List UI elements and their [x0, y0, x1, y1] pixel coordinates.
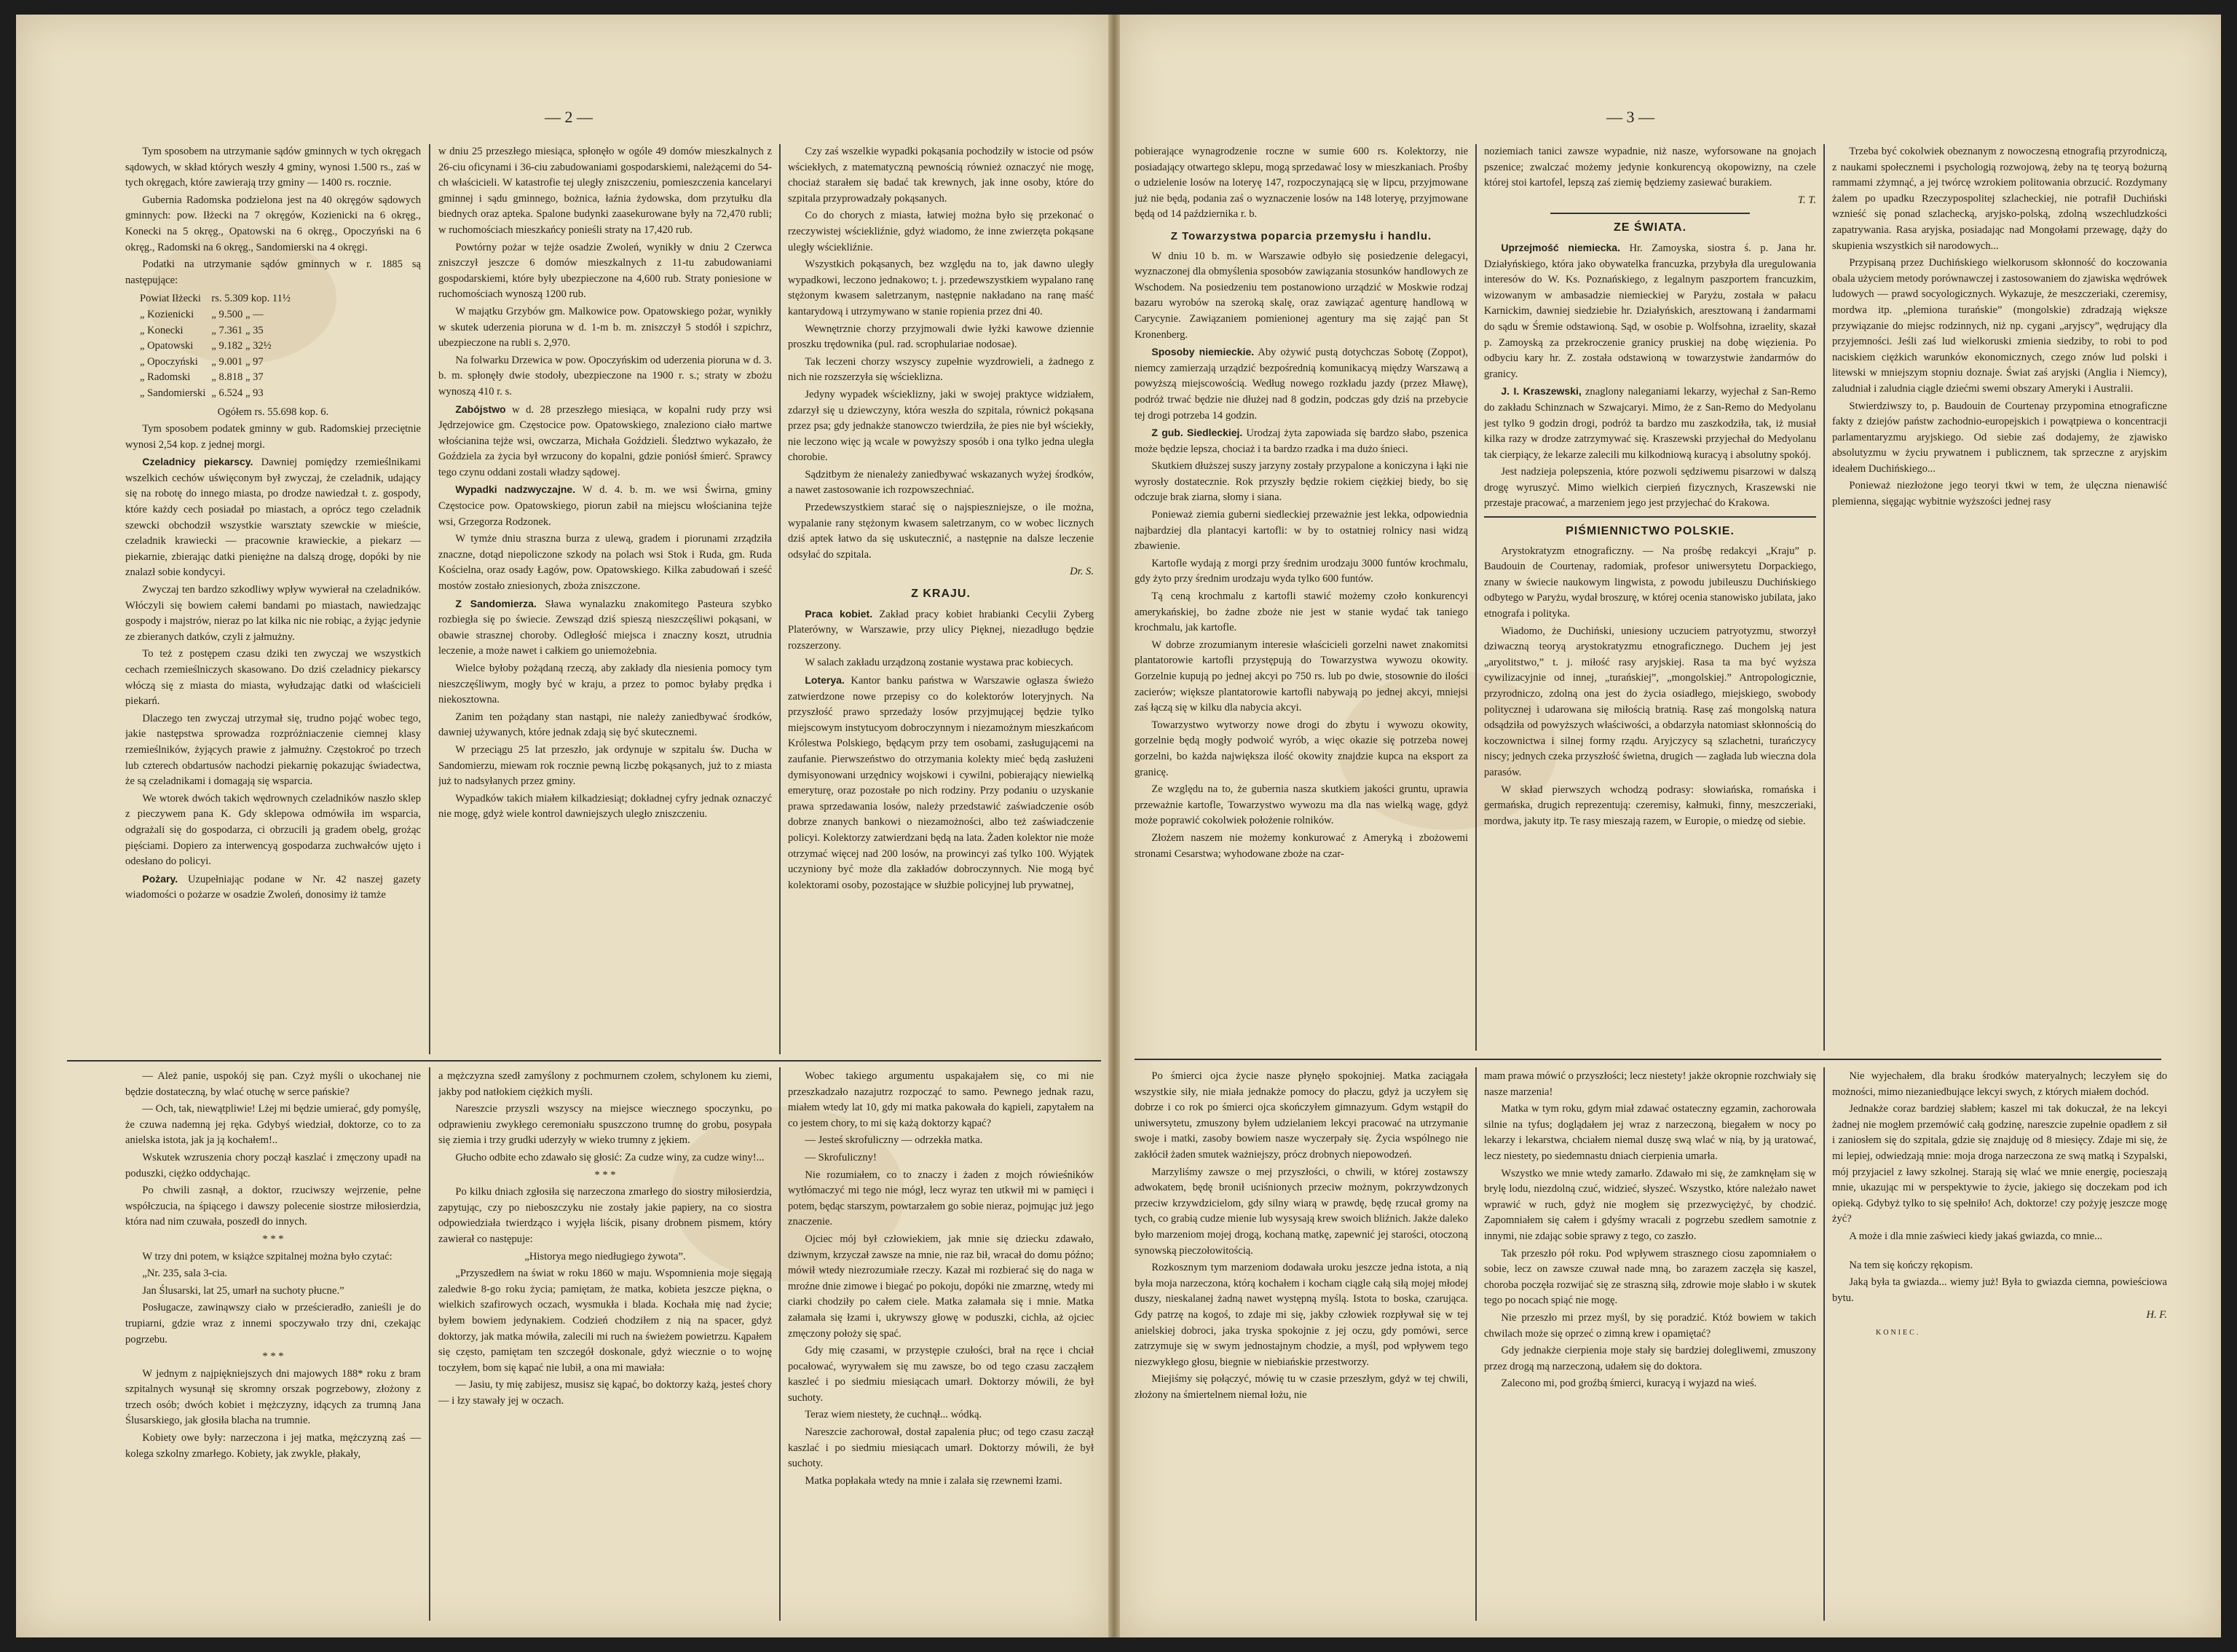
paragraph: a mężczyzna szedł zamyślony z pochmurnem czołem, schylonem ku ziemi, jakby pod natłokiem ciężkich myśli.: [438, 1070, 772, 1098]
divider: [1550, 213, 1750, 214]
paragraph: noziemiach tanici zawsze wypadnie, niż nasze, wyforsowane na gnojach pszenice; zwalczać możemy jedynie konkurencyą okopowizny, na czele której stoi kartofel, lepszą zaś ziemię będziemy zasiewać burakiem.: [1484, 146, 1816, 189]
paragraph: Wskutek wzruszenia chory począł kaszlać i zmęczony upadł na poduszki, ciężko oddychając.: [125, 1151, 421, 1179]
paragraph: Ze względu na to, że gubernia nasza skutkiem jakości gruntu, uprawia przeważnie kartofle, Towarzystwo wywozu ma dla nas wielką wagę, gdyż może poprawić cokolwiek położenie rolników.: [1135, 783, 1468, 827]
feuilleton-column-3: [1832, 1069, 2167, 1622]
paragraph: Po śmierci ojca życie nasze płynęło spokojniej. Matka zaciągała wszystkie siły, nie miała jednakże pomocy do płaczu, gdyż ja uczyłem się dobrze i co rok po śmierci ojca skończyłem gimnazyum. Gdym wstąpił do uniwersytetu, zmuszony byłem udzielaniem lekcyi pracować na utrzymanie swoje i matki, zasoby bowiem nasze wyczerpały się. Życia wspólnego nie zakłócił żaden smutek ważniejszy, prócz drobnych niepowodzeń.: [1135, 1070, 1468, 1161]
paragraph: Podatki na utrzymanie sądów gminnych w r. 1885 są następujące:: [125, 258, 421, 286]
section-heading: J. I. Kraszewski,: [1501, 385, 1582, 398]
paragraph: Marzyliśmy zawsze o mej przyszłości, o chwili, w której zostawszy adwokatem, będę bronił uciśnionych przeciw możnym, pokrzywdzonych przeciw krzywdzicielom, gdy silny wiarą w prawdę, będę rzucał gromy na tych, co grabią cudze mienie lub wysysają krew swoich bliźnich. Jakże daleko było marzeniom mojej drogą, kochaną matkę, zapewnić jej starości, otoczoną synowską pieczołowitością.: [1135, 1166, 1468, 1257]
signature: Dr. S.: [1070, 566, 1094, 578]
column-1: [125, 144, 421, 1054]
paragraph: „Przyszedłem na świat w roku 1860 w maju. Wspomnienia moje sięgają zaledwie 8-go roku życia; pamiętam, że matka, kobieta jeszcze piękna, o wielkich szafirowych oczach, wysmukła i blada. Kochała mię nad życie; byłem bowiem jedynakiem. Codzień chodziłem z nią na spacer, gdyż doktorzy, jak matka mówiła, zalecili mi ruch na świeżem powietrzu. Kąpałem się często, pamiętam ten szczegół doskonale, gdyż wiecznie o to wojnę toczyłem, bom się kąpać nie lubił, a ona mi mawiała:: [438, 1268, 772, 1374]
paragraph-text: Uzupełniając podane w Nr. 42 naszej gazety wiadomości o pożarze w osadzie Zwoleń, donosimy iż tamże: [125, 873, 421, 901]
section-heading: Z gub. Siedleckiej.: [1151, 427, 1243, 439]
feuilleton-column-1: [1135, 1069, 1468, 1622]
paragraph: Wszystko we mnie wtedy zamarło. Zdawało mi się, że zamknęłam się w brylę lodu, niezdolną czuć, widzieć, słyszeć. Wszystko, które należało nawet wprawić w ruch, gdyż nie mogłem się przezwyciężyć, by chodzić. Zapomniałem się całem i gdyśmy wracali z pogrzebu szedłem samotnie z innymi, nie zdając sobie sprawy z tego, co zaszło.: [1484, 1167, 1816, 1242]
section-heading: Z Sandomierza.: [455, 597, 537, 609]
paragraph-text: Urodzaj żyta zapowiada się bardzo słabo, pszenica może będzie lepsza, chociaż i ta bardzo rzadka i ma dużo śnieci.: [1135, 427, 1468, 455]
paragraph: Ojciec mój był człowiekiem, jak mnie się dziecku zdawało, dziwnym, krzyczał zawsze na mnie, nie raz bił, wracał do domu późno; mówił wtedy niezrozumiałe rzeczy. Kazał mi rozbierać się do nagа w mroźne dnie zimowe i biegać po pokoju, dopóki nie zmarznę, wtedy mi ciarki chodziły po całem ciele. Matka załamała się i mnie. Matka załamała się łzami i, ukrywszy głowę w poduszki, cichła, aż ojciec zmęczony położy się spać.: [788, 1233, 1094, 1340]
paragraph: Jan Ślusarski, lat 25, umarł na suchoty płucne.”: [142, 1284, 344, 1297]
section-heading: Loterya.: [805, 674, 845, 686]
feuilleton-column-3: [788, 1069, 1094, 1622]
paragraph: Nareszcie zachorował, dostał zapalenia płuc; od tego czasu zaczął kaszlać i po siedmiu miesiącach umarł. Doktorzy mówili, że był suchoty.: [788, 1426, 1094, 1470]
paragraph-text: znaglony naleganiami lekarzy, wyjechał z San-Remo do zakładu Schinznach w Szwajcaryi. Mimo, że z San-Remo do Medyolanu jest tylko 9 godzin drogi, podróż ta bardzo mu zaszkodziła, tak, iż musiał kilka razy w drodze zatrzymywać się. Kraszewski przyjechał do Medyolanu tak cierpiący, że lekarze zalecili mu kilkodniową kuracyą i absolutny spokój.: [1484, 386, 1816, 461]
table-cell: „ Opatowski: [140, 340, 194, 352]
column-rule: [429, 1067, 430, 1621]
paragraph: Zalecono mi, pod groźbą śmierci, kuracyą i wyjazd na wieś.: [1501, 1378, 1757, 1390]
paragraph: Zwyczaj ten bardzo szkodliwy wpływ wywierał na czeladników. Włóczyli się bowiem całemi bandami po miastach, nawiedzając gospody i majstrów, nieraz po lat kilka nic nie robiąc, a żyjąc jedynie ze zbieranych datków, czyli z jałmużny.: [125, 584, 421, 643]
table-cell: „ 9.001 „ 97: [211, 355, 264, 368]
column-rule: [779, 1067, 781, 1621]
table-cell: „ 6.524 „ 93: [211, 387, 264, 399]
paragraph: Tak przeszło pół roku. Pod wpływem strasznego ciosu zapomniałem o sobie, lecz on zawsze czuwał nade mną, bo zarazem zaczęła się kaszel, choroba poczęła rozwijać się ze straszną siłą, zdrowie moje słabło i w skutek tego po nocach spiąć nie mogę.: [1484, 1247, 1816, 1307]
paragraph-text: Sława wynalazku znakomitego Pasteura szybko rozbiegła się po świecie. Zewsząd dziś spieszą nieszczęśliwi pokąsani, w obawie strasznej choroby. Odległość miejsca i znaczny koszt, utrudnia leczenie, a może nawet i całkiem go uniemożebnia.: [438, 598, 772, 657]
column-3: [788, 144, 1094, 1054]
paragraph: Towarzystwo wytworzy nowe drogi do zbytu i wywozu okowity, gorzelnie będą mogły podwoić wyrób, a więc okazie się potrzeba nowej gorzelni, bo każda największa ilość okowity znajdzie kupca na eksport za granicę.: [1135, 719, 1468, 778]
paragraph: W dobrze zrozumianym interesie właścicieli gorzelni nawet znakomitsi plantatorowie kartofli przystępują do Towarzystwa wywozu okowity. Gorzelnie kupują po jednej akcyi po 750 rs. lub po dwie, stosownie do ilości zacierów; większe plantatorowie kartofli nabywają po jednej akcyi, mniejsi zaś łączą się w kilku dla nabycia akcyi.: [1135, 639, 1468, 714]
table-row: [140, 355, 296, 371]
paragraph: — Och, tak, niewątpliwie! Lżej mi będzie umierać, gdy pomyślę, że czuwa nademną jej ręka. Gdybyś wiedział, doktorze, co to za anielska istota, jak ja ją kochałem!..: [125, 1103, 421, 1147]
section-title: Z Towarzystwa poparcia przemysłu i handlu.: [1170, 229, 1432, 242]
feuilleton-column-2: [1484, 1069, 1816, 1622]
paragraph: Tak leczeni chorzy wszyscy zupełnie wyzdrowieli, a żadnego z nich nie rozszerzyła się wścieklizna.: [788, 355, 1094, 384]
table-row: [140, 323, 296, 339]
paragraph: w dniu 25 przeszłego miesiąca, spłonęło w ogóle 49 domów mieszkalnych z 26-ciu oficynami i 36-ciu zabudowaniami gospodarskiemi, należącemi do 54-ch właścicieli. W katastrofie tej uległy zniszczeniu, pomieszczenia kancelaryi gminnej i sądu gminnego, bożnica, łaźnia żydowska, dom przytułku dla biednych oraz apteka. Spalone budynki zaasekurowane były na 72,470 rubli; w ruchomościach mieszkańcy ponieśli straty na 17,420 rub.: [438, 146, 772, 236]
separator-stars: * * *: [262, 1351, 284, 1363]
separator-stars: * * *: [594, 1169, 616, 1181]
section-title: ZE ŚWIATA.: [1613, 221, 1687, 234]
paragraph: Tym sposobem podatek gminny w gub. Radomskiej przeciętnie wynosi 2,54 kop. z jednej morgi.: [125, 423, 421, 451]
paragraph: Wewnętrznie chorzy przyjmowali dwie łyżki kawowe dziennie proszku trędownika (pul. rad. scrophulariae nodosae).: [788, 323, 1094, 351]
table-cell: „ Konecki: [140, 324, 184, 336]
paragraph: Głucho odbite echo zdawało się głosić: Za cudze winy, za cudze winy!...: [455, 1151, 765, 1163]
paragraph: W przeciągu 25 lat przeszło, jak ordynuje w szpitalu św. Ducha w Sandomierzu, miewam rok rocznie pewną liczbę pokąsanych, już to z miasta już to nadsyłanych przez gminy.: [438, 743, 772, 788]
feuilleton-column-1: [125, 1069, 421, 1622]
paragraph: Wielce byłoby pożądaną rzeczą, aby zakłady dla niesienia pomocy tym nieszczęśliwym, mogły być w kraju, a przez to pomoc byłaby prędka i niekosztowna.: [438, 663, 772, 706]
paragraph: Jednakże coraz bardziej słabłem; kaszel mi tak dokuczał, że na lekcyi żadnej nie mogłem przemówić całą godzinę, nareszcie zupełnie opadłem z sił i zaniosłem się do szpitala, gdzie się znajduję od 8 miesięcy. Zdaje mi się, że mi lepiej, odwiedzają mnie: moja droga narzeczona ze swą matką i Szypalski, mój przyjaciel z ławy szkolnej. Starają się wlać we mnie energię, pocieszają mnie, ukazując mi w perspektywie to życie, jakiego się doczekam pod ich opieką. Gdybyż tylko to się spełniło! Ach, doktorze! czy pożyję jeszcze mogę żyć?: [1832, 1103, 2167, 1225]
table-cell: „ 9.500 „ —: [211, 308, 264, 320]
paragraph: Arystokratyzm etnograficzny. — Na prośbę redakcyi „Kraju” p. Baudouin de Courtenay, radomiak, profesor uniwersytetu Dorpackiego, znany w świecie naukowym lingwista, z powodu jubileuszu Duchińskiego odbytego w Paryżu, wydał broszurę, w której ocenia stanowisko jubilata, jako etnografa i polityka.: [1484, 545, 1816, 620]
paragraph: Jaką była ta gwiazda... wiemy już! Była to gwiazda ciemna, powieściowa bytu.: [1832, 1276, 2167, 1304]
paragraph: Jest nadzieja polepszenia, które pozwoli sędziwemu pisarzowi w dalszą drogę wyruszyć. Mimo wielkich cierpień fizycznych, Kraszewski nie przestaje pracować, a marzeniem jego jest przyjechać do Krakowa.: [1484, 466, 1816, 510]
paragraph: Kartofle wydają z morgi przy średnim urodzaju 3000 funtów krochmalu, gdy żyto przy średnim urodzaju wyda tylko 600 funtów.: [1135, 557, 1468, 585]
page-number: — 2 —: [545, 108, 593, 126]
column-1: [1135, 144, 1468, 1051]
paragraph: Posługacze, zawinąwszy ciało w prześcieradło, zanieśli je do trupiarni, gdzie wraz z innemi spoczywało trzy dni, czekając pogrzebu.: [125, 1302, 421, 1345]
paragraph: Ponieważ ziemia guberni siedleckiej przeważnie jest lekka, odpowiednia najbardziej dla plantacyi kartofli: w by to ostatniej rolnicy nasi widzą zbawienie.: [1135, 509, 1468, 553]
paragraph: Po kilku dniach zgłosiła się narzeczona zmarłego do siostry miłosierdzia, zapytując, czy po nieboszczyku nie zostały jakie papiery, na co siostra odpowiedziała twierdząco i wyjęła liścik, pisany drobnem pismem, który zawierał co następuje:: [438, 1186, 772, 1245]
section-heading: Uprzejmość niemiecka.: [1501, 241, 1620, 253]
paragraph: W salach zakładu urządzoną zostanie wystawa prac kobiecych.: [805, 657, 1073, 669]
paragraph: Wobec takiego argumentu uspakajałem się, co mi nie przeszkadzało nazajutrz rozpocząć to samo. Pewnego jednak razu, miałem wtedy lat 10, gdy mi matka pakowała do kąpieli, zapytałem na co jestem chory, to mi się każą doktorzy kąpać?: [788, 1070, 1094, 1129]
paragraph: Wszystkich pokąsanych, bez względu na to, jak dawno uległy wypadkowi, leczono jednakowo; t. j. przedewszystkiem wypalano ranę stężonym kwasem saletrzanym, następnie nakładano na ranę maść kantarydową i utrzymywano w stanie ropienia przez dni 40.: [788, 258, 1094, 317]
table-row: [140, 339, 296, 355]
column-rule: [779, 144, 781, 1054]
tax-total: Ogółem rs. 55.698 kop. 6.: [217, 406, 329, 418]
column-2: [438, 144, 772, 1054]
paragraph: Jedyny wypadek wścieklizny, jaki w swojej praktyce widziałem, zdarzył się u dziewczyny, która weszła do szpitala, równicż pokąsana przez psa; gdy jednakże stanowczo twierdziła, że pies nie był wściekły, nie leczono więc ją wcale w powyższy sposób i ona tylko jedna uległa chorobie.: [788, 388, 1094, 464]
paragraph: Na folwarku Drzewica w pow. Opoczyńskim od uderzenia pioruna w d. 3. b. m. spłonęły dwie stodoły, ubezpieczone na 1900 r. s.; straty w zbożu wynoszą 410 r. s.: [438, 354, 772, 398]
book-gutter: [1108, 15, 1120, 1637]
paragraph: Matka w tym roku, gdym miał zdawać ostateczny egzamin, zachorowała silnie na tyfus; doglądałem jej wraz z narzeczoną, biegałem w nocy po lekarzy i lekarstwa, chciałem niemal duszę swą wlać w nią, by ją uratować, lecz niestety, po siedemnastu dniach cierpienia umarła.: [1484, 1103, 1816, 1162]
paragraph: Nie rozumiałem, co to znaczy i żaden z mojch rówieśników wytłómaczyć mi tego nie mógł, lecz wyraz ten utkwił mi w pamięci i potem, będąc starszym, powtarzałem go sobie nieraz, pojmując już jego znaczenie.: [788, 1169, 1094, 1228]
page-number: — 3 —: [1606, 108, 1654, 126]
paragraph: „Nr. 235, sala 3-cia.: [142, 1268, 228, 1280]
table-cell: „ Sandomierski: [140, 387, 206, 399]
paragraph: Stwierdziwszy to, p. Baudouin de Courtenay przypomina etnograficzne fakty z dziejów państw zachodnio-europejskich i powątpiewa o koncentracji parlamentaryzmu aryjskiego. Od siebie zaś dodajemy, że zjawisko absolutyzmu w życiu prywatnem i publicznem, tak sprzeczne z aryjskim ideałem Duchińskiego...: [1832, 400, 2167, 475]
paragraph: Nie przeszło mi przez myśl, by się poradzić. Któż bowiem w takich chwilach może się oprzeć o zimną krew i opamiętać?: [1484, 1311, 1816, 1340]
table-row: [140, 386, 296, 402]
end-mark: KONIEC.: [1876, 1328, 1921, 1337]
signature: H. F.: [2146, 1309, 2167, 1321]
paragraph: Rozkosznym tym marzeniom dodawała uroku jeszcze jedna istota, a nią była moja narzeczona, którą kochałem i kocham ciągle całą siłą mojej młodej duszy, nieskalanej żadną nawet występną myślą. Istota to boska, czarująca. Gdy patrzę na kogoś, to zdaje mi się, jakby człowiek rozpływał się w tej anielskiej dobroci, jaka tryska spokojnie z jej oczu, gdy pomówi, serce zatrzymuje się w swym jednostajnym chodzie, a myśl, pod wpływem tego niezwykłego głosu, biegnie w niebiańskie przestworzy.: [1135, 1262, 1468, 1368]
paragraph: — Ależ panie, uspokój się pan. Czyż myśli o ukochanej nie będzie dostateczną, by wlać otuchę w serce pańskie?: [125, 1070, 421, 1098]
paragraph-text: Kantor banku państwa w Warszawie ogłasza świeżo zatwierdzone nowe przepisy co do kolektorów loteryjnych. Na przyszłość prawo sprzedaży losów przyjmującej będzie tylko miejscowym instytucyom dobroczynnym i niezamożnym mieszkańcom Królestwa Polskiego, będącym przy tem osobami, zasługującemi na zaufanie. Pierwszeństwo do otrzymania kolekty mieć będą zasłużeni dymisyonowani urzędnicy wojskowi i cywilni, pobierający niewielką emeryturę, oraz pozostałe po nich rodziny. Przy podaniu o uzyskanie prawa sprzedawania losów, należy przedstawić zaświadczenie osób dobrze znanych bankowi o niezamożności, albo też zaświadczenie policyi. Kolektorzy zatwierdzani będą na lata. Żaden kolektor nie może otrzymać więcej nad 200 losów, na prowincyi zaś tylko 100. Wyjątek uczyniony być może dla zakładów dobroczynnych. Nie mogą być kolektorami osoby, pozostające w służbie policyjnej lub prywatnej,: [788, 675, 1094, 891]
table-cell: „ Radomski: [140, 371, 191, 384]
paragraph: Miejiśmy się połączyć, mówię tu w czasie przeszłym, gdyż w tej chwili, złożony na śmiertelnem niemal łożu, nie: [1135, 1373, 1468, 1401]
paragraph: Trzeba być cokolwiek obeznanym z nowoczesną etnografią przyrodniczą, z naukami społecznemi i psychologią rozwojową, żeby na tę teoryą bożurną rammami zżymnąć, a jej twórcę wzrokiem politowania obrzucić. Rozdymany żalem po upadku Rzeczypospolitej szlacheckiej, nie potrafił Duchiński wznieść się ponad szlachecką, aryjsko-polską, zdolną wszechludzkości zapatrywania. Rasa aryjska, posiadając nad Mongołami przewagę, dąży do skupienia wszystkich sił narodowych...: [1832, 146, 2167, 252]
section-heading: Wypadki nadzwyczajne.: [455, 483, 576, 496]
paragraph-text: W d. 4. b. m. we wsi Świrna, gminy Częstocice pow. Opatowskiego, piorun zabił na miejscu włościanina tejże wsi, Grzegorza Rodzonek.: [438, 484, 772, 528]
section-heading: Czeladnicy piekarscy.: [142, 456, 253, 468]
section-heading: Pożary.: [142, 872, 178, 885]
tax-table: [140, 291, 296, 401]
table-cell: „ Opoczyński: [140, 355, 198, 368]
table-row: [140, 370, 296, 386]
column-3: [1832, 144, 2167, 1051]
paragraph: — Jesteś skrofuliczny — odrzekła matka.: [805, 1134, 983, 1147]
paragraph: Złożem naszem nie możemy konkurować z Ameryką i zbożowemi stronami Cesarstwa; wyhodowane zboże na czar-: [1135, 831, 1468, 860]
table-cell: „ 9.182 „ 32½: [211, 340, 272, 352]
left-page: [16, 15, 1108, 1637]
column-rule: [1823, 144, 1825, 1051]
table-row: [140, 291, 296, 307]
feuilleton-column-2: [438, 1069, 772, 1622]
paragraph: — Skrofuliczny!: [805, 1151, 877, 1163]
table-cell: „ 7.361 „ 35: [211, 324, 264, 336]
feuilleton-rule: [67, 1060, 1101, 1062]
section-title: PIŚMIENNICTWO POLSKIE.: [1566, 525, 1735, 538]
paragraph: Teraz wiem niestety, że cuchnął... wódką.: [805, 1409, 982, 1421]
paragraph: Wiadomo, że Duchiński, uniesiony uczuciem patryotyzmu, stworzył dziwaczną teoryą arystokratyzmu etnograficznego. Duchem jej jest „aryolitstwo,” t. j. miłość rasy aryjskiej. Rasa ta ma być wyższa cywilizacyjnie od innej, „turańskiej”, „mongolskiej.” Antropologicznie, przyrodniczo, zdolną ona jest do życia osiadłego, miejskiego, swobody politycznej i udarowana się miłością bratnią. Rasę zaś mongolską natura odsądziła od powyższych właściwości, a obdarzyła natomiast skłonnością do koczownictwa i silnej formy rządu. Aryjczycy są szlachetni, turańczycy niscy; jednych czeka przyszłość świetna, drugich — zagłada lub wieczna dola parasów.: [1484, 625, 1816, 778]
paragraph: Matka popłakała wtedy na mnie i zalała się rzewnemi łzami.: [805, 1474, 1062, 1487]
right-page: [1120, 15, 2221, 1637]
section-heading: Sposoby niemieckie.: [1151, 346, 1255, 358]
section-title: Z KRAJU.: [911, 588, 971, 601]
paragraph: Gdy jednakże cierpienia moje stały się bardziej dolegliwemi, zmuszony przez drogą mą narzeczoną, udałem się do doktora.: [1484, 1345, 1816, 1372]
separator-stars: * * *: [262, 1233, 284, 1245]
paragraph: W trzy dni potem, w książce szpitalnej można było czytać:: [142, 1250, 392, 1262]
paragraph: W jednym z najpiękniejszych dni majowych 188* roku z bram szpitalnych wysunął się skromny orszak pogrzebowy, złożony z trzech osób; dwóch kobiet i mężczyzny, idących za trumną Jana Ślusarskiego, jak głosiła blacha na trumnie.: [125, 1367, 421, 1427]
paragraph-text: Zakład pracy kobiet hrabianki Cecylii Zyberg Platerówny, w Warszawie, przy ulicy Pięknej, niezadługo będzie rozszerzony.: [788, 608, 1094, 652]
paragraph-text: Dawniej pomiędzy rzemieślnikami wszelkich cechów uświęconym był zwyczaj, że czeladnik, udający się na robotę do innego miasta, po drodze nawiedzał t. z. gospody, które każdy cech posiadał po miastach, a oprócz tego czeladnik szewcki obchodził wszystkie warsztaty szewckie w mieście, czeladnik krawiecki — pracownie krawieckie, a piekarz — piekarnie, zbierając datki pieniężne na dalszą drogę, dopóki by nie znalazł sobie kondycyi.: [125, 457, 421, 579]
paragraph: W tymże dniu straszna burza z ulewą, gradem i piorunami zrządziła znaczne, dotąd niepoliczone szkody na polach wsi Stok i Ruda, gm. Ruda Kościelna, oraz osady Łagów, pow. Opatowskiego. Kilka zabudowań i sześć mostów zostało zniesionych, zboża zniszczone.: [438, 533, 772, 593]
paragraph: To też z postępem czasu dziki ten zwyczaj we wszystkich cechach rzemieślniczych skasowano. Do dziś czeladnicy piekarscy włóczą się z miasta do miasta, wyłudzając datki od właścicieli piekarń.: [125, 648, 421, 708]
paragraph: A może i dla mnie zaświeci kiedy jakaś gwiazda, co mnie...: [1849, 1230, 2103, 1242]
table-cell: Powiat Iłżecki: [140, 293, 201, 305]
paragraph: Przedewszystkiem starać się o najspieszniejsze, o ile można, wypalanie rany stężonym kwasem saletrzanym, co w wobec licznych dziś aptek łatwo da się uskutecznić, a następnie na dalsze leczenie odsyłać do szpitala.: [788, 502, 1094, 561]
column-rule: [1823, 1067, 1825, 1621]
paragraph: Czy zaś wszelkie wypadki pokąsania pochodziły w istocie od psów wściekłych, z matematyczną pewnością również oznaczyć nie mogę, chociaż starałem się badać tak krewnych, jak inne osoby, które do szpitala przyprowadzały pokąsanych.: [788, 146, 1094, 205]
paragraph-text: Hr. Zamoyska, siostra ś. p. Jana hr. Działyńskiego, która jako obywatelka francuzka, przybyła dla uregulowania interesów do W. Ks. Poznańskiego, z legalnym paszportem francuzkim, wizowanym w ambasadzie niemieckiej w Paryżu, została w pałacu Karnickim, dawniej siedziebie hr. Działyńskich, aresztowaną i żandarmami do sądu w Śremie odstawioną. Sąd, w osobie p. Wolfsohna, izraelity, skazał p. Zamoyską za przekroczenie granicy pruskiej na dobę więzienia. Po odbyciu kary hr. Z. została odstawioną w towarzystwie żandarmów do granicy.: [1484, 242, 1816, 380]
paragraph: Nareszcie przyszli wszyscy na miejsce wiecznego spoczynku, po odprawieniu zwykłego ceremoniału spuszczono trumnę do grobu, posypała się ziemia i trzy grudki uderzyły w wieko trumny z jękiem.: [438, 1103, 772, 1147]
table-cell: rs. 5.309 kop. 11½: [211, 293, 291, 305]
paragraph: We wtorek dwóch takich wędrownych czeladników naszło sklep z pieczywem pana K. Gdy sklepowa odmówiła im wsparcia, odgrażali się do gospodarza, ci obrzucili ją gradem obelg, grożąc pięściami. Dopiero za interwencyą gospodarza zuchwałców ujęto i odesłano do policyi.: [125, 792, 421, 868]
table-row: [140, 307, 296, 323]
paragraph: W dniu 10 b. m. w Warszawie odbyło się posiedzenie delegacyi, wyznaczonej dla obmyślenia sposobów zawiązania stosunków handlowych ze Wschodem. Na posiedzeniu tem postanowiono urządzić w Moskwie rodzaj bazaru wyrobów na szeroką skalę, oraz zawiązać agenturę handlową w Carycynie. Zawiązaniem pomienionej agentury ma się zająć pan St Kronenberg.: [1135, 250, 1468, 341]
paragraph: Gubernia Radomska podzielona jest na 40 okręgów sądowych gminnych: pow. Iłżecki na 7 okręgów, Kozienicki na 6 okręg., Konecki na 5 okręg., Opatowski na 6 okręg., Opoczyński na 6 okręg., Radomski na 6 okręg., Sandomierski na 4 okręgi.: [125, 194, 421, 253]
table-cell: „ Kozienicki: [140, 308, 194, 320]
column-rule: [1475, 144, 1477, 1051]
paragraph-text: w d. 28 przeszłego miesiąca, w kopalni rudy przy wsi Jędrzejowice gm. Częstocice pow. Opatowskiego, znaleziono ciało martwe włościanina tejże wsi, owczarza, Michała Goździeli. Śledztwo wykazało, że Goździela za życia był wrzucony do kopalni, gdzie poniósł śmierć. Sprawcy tego czynu oddani zostali władzy sądowej.: [438, 403, 772, 478]
paragraph: Kobiety owe były: narzeczona i jej matka, mężczyzną zaś — kolega szkolny zmarłego. Kobiety, jak zwykle, płakały,: [125, 1432, 421, 1460]
paragraph: Wypadków takich miałem kilkadziesiąt; dokładnej cyfry jednak oznaczyć nie mogę, gdyż wiele kontrol dawniejszych uległo zniszczeniu.: [438, 792, 772, 821]
paragraph: Tym sposobem na utrzymanie sądów gminnych w tych okręgach sądowych, w skład których weszły 4 gminy, wynosi 1.500 rs., zaś w tych okręgach, które zawierają trzy gminy — 1400 rs. rocznie.: [125, 146, 421, 189]
paragraph: mam prawa mówić o przyszłości; lecz niestety! jakże okropnie rozchwiały się nasze marzenia!: [1484, 1070, 1816, 1098]
paragraph: Zanim ten pożądany stan nastąpi, nie należy zaniedbywać środków, dawniej używanych, które jednak zdają się być skutecznemi.: [438, 711, 772, 739]
paragraph: Powtórny pożar w tejże osadzie Zwoleń, wynikły w dniu 2 Czerwca zniszczył jeszcze 6 domów mieszkalnych z 11-tu zabudowaniami gospodarskiemi, które były ubezpieczone na 4,600 rub. Straty poniesione w ruchomościach wynoszą 1200 rub.: [438, 241, 772, 301]
table-cell: „ 8.818 „ 37: [211, 371, 264, 384]
signature: T. T.: [1797, 194, 1816, 206]
section-heading: Zabójstwo: [455, 403, 506, 415]
paragraph: — Jasiu, ty mię zabijesz, musisz się kąpać, bo doktorzy każą, jesteś chory — i łzy stawały jej w oczach.: [438, 1379, 772, 1407]
paragraph: Skutkiem dłuższej suszy jarzyny zostały przypalone a koniczyna i łąki nie wyrosły dostatecznie. Rok przyszły będzie rokiem ciężkiej biedy, bo się odczuje brak ziarna, słomy i siana.: [1135, 460, 1468, 504]
paragraph: W majątku Grzybów gm. Malkowice pow. Opatowskiego pożar, wynikły w skutek uderzenia pioruna w d. 1-m b. m. zniszczył 5 stodół i szpichrz, ubezpieczone na rubli s. 2,970.: [438, 305, 772, 349]
paragraph-text: Aby ożywić pustą dotychczas Sobotę (Zoppot), niemcy zamierzają urządzić bezpośrednią komunikacyą między Warszawą a powyższą miejscowością. Według nowego rozkładu jazdy (przez Mławę), podróż trwać będzie nie dłużej nad 8 godzin, podczas gdy dziś na przebycie tej drogi potrzeba 14 godzin.: [1135, 347, 1468, 422]
paragraph: Nie wyjechałem, dla braku środków materyalnych; leczyłem się do możności, mimo niezaniedbujące lekcyi swych, z których miałem dochód.: [1832, 1070, 2167, 1098]
paragraph: Co do chorych z miasta, łatwiej można było się przekonać o rzeczywistej wściekliźnie, gdyż wiadomo, że inne zwierzęta pokąsane uległy wściekliźnie.: [788, 210, 1094, 253]
column-rule: [1475, 1067, 1477, 1621]
paragraph: Gdy mię czasami, w przystępie czułości, brał na ręce i chciał pocałować, wyrywałem się mu zawsze, bo od tego czasu zacząłem kaszleć i po siedmiu miesiącach umarł. Doktorzy mówili, że był suchoty.: [788, 1345, 1094, 1404]
paragraph: Przypisaną przez Duchińskiego wielkorusom skłonność do koczowania obala użyciem metody porównawczej i zastosowaniem do zjawiska wędrówek ludowych — prawd socyologicznych. Wykazuje, że meszczeriaki, czeremisy, mordwa itp. „plemiona turańskie” (mongolskie) zdradzają większe przywiązanie do miejsc rodzinnych, niż np. cygani „aryjscy”, wędrujący dla przyjemności. Jeśli zaś lud wielkoruski zmienia siedziby, to robi to pod naciskiem ciężkich warunków ekonomicznych, czego znów lud polski i litewski w mniejszym stopniu doznaje. Świat zaś aryjski (Anglia i Niemcy), zaludniał i zaludnia ciągle dziećmi swemi obszary Ameryki i Australii.: [1832, 257, 2167, 395]
paragraph: Ponieważ niezłożone jego teoryi tkwi w tem, że ulęczna nienawiść plemienna, sięgając wybitnie wyższości jednej rasy: [1832, 480, 2167, 508]
paragraph: „Historya mego niedługiego żywota”.: [524, 1250, 686, 1262]
paragraph: Dlaczego ten zwyczaj utrzymał się, trudno pojąć wobec tego, jakie następstwa sprowadza rozpróżniaczenie ciemnej klasy rzemieślników, żyjących prawie z jałmużny. Częstokroć po trzech lub czterech obdartusów nachodzi piekarnię pokazując świadectwa, że są czeladnikami i domagają się wsparcia.: [125, 712, 421, 788]
divider: [1484, 516, 1816, 518]
paragraph: Sądzitbym że nienależy zaniedbywać wskazanych wyżej środków, a nawet zastosowanie ich rozpowszechniać.: [788, 468, 1094, 497]
paragraph: Po chwili zasnął, a doktor, rzuciwszy wejrzenie, pełne współczucia, na śpiącego i dawszy polecenie siostrze miłosierdzia, która nad nim czuwała, poszedł do innych.: [125, 1185, 421, 1228]
column-2: [1484, 144, 1816, 1051]
paragraph: Tą ceną krochmalu z kartofli stawić możemy czoło konkurencyi amerykańskiej, bo żadne zboże nie jest w stanie wydać tak taniego krochmalu, jak kartofle.: [1135, 590, 1468, 634]
column-rule: [429, 144, 430, 1054]
paragraph: Na tem się kończy rękopism.: [1849, 1259, 1973, 1271]
feuilleton-rule: [1135, 1059, 2161, 1060]
paragraph: pobierające wynagrodzenie roczne w sumie 600 rs. Kolektorzy, nie posiadający otwartego sklepu, mogą sprzedawać losy w mieszkaniach. Prośby o udzielenie losów na loteryę 147, rozpoczynającą się w lipcu, przyjmowane już nie będą, podania zaś o wyznaczenie losów na 148 loteryę, przyjmowane będą od 14 października r. b.: [1135, 146, 1468, 221]
paragraph: W skład pierwszych wchodzą podrasy: słowiańska, romańska i germańska, drugich reprezentują: czeremisy, kałmuki, finny, meszczeriaki, mordwa, jakuty itp. Te rasy mieszają razem, w Europie, o miedzę od siebie.: [1484, 783, 1816, 827]
section-heading: Praca kobiet.: [805, 607, 873, 620]
